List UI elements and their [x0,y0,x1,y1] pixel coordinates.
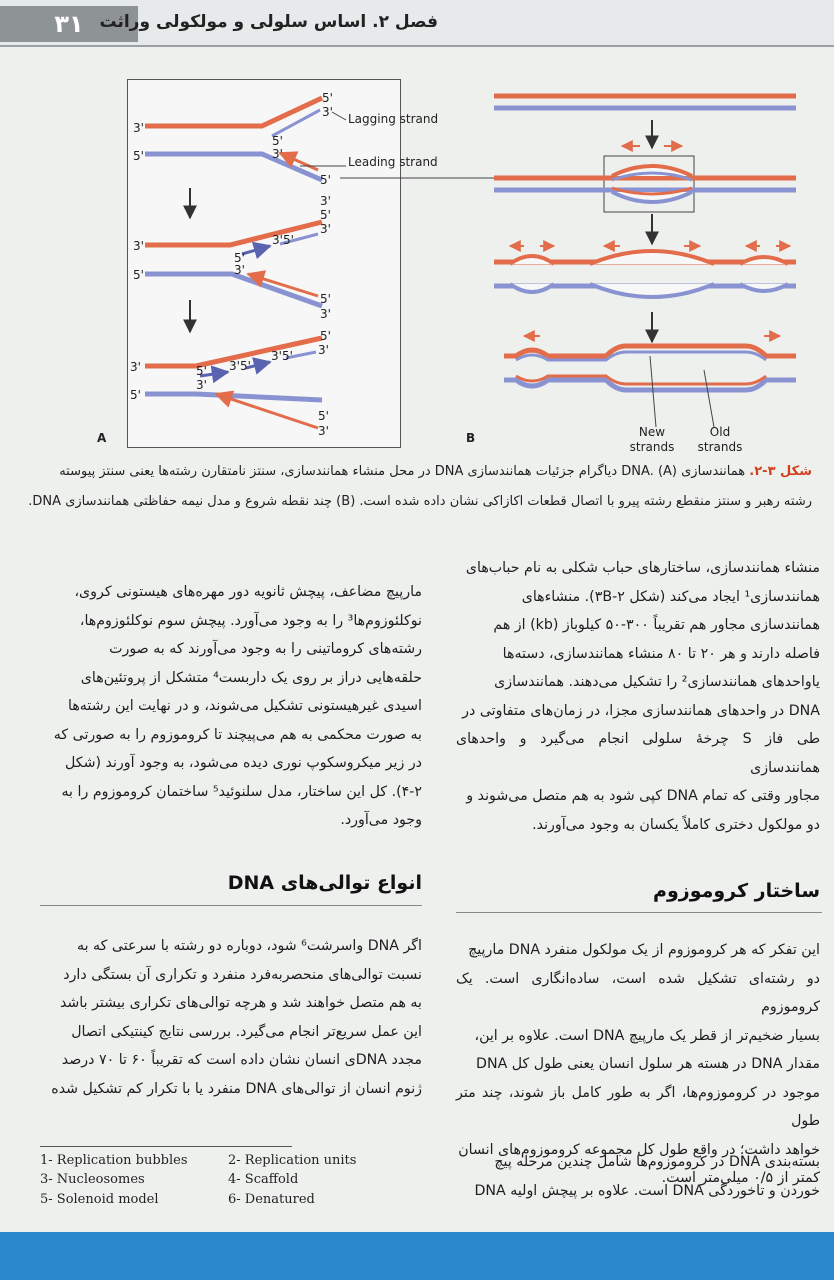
text-line: همانندسازی مجاور هم تقریباً ۳۰۰-۵۰ کیلوباز (kb) از هم [493,617,820,633]
a3-label: 5' [318,409,329,423]
a3-label: 3' [318,424,329,438]
panel-b [399,96,796,427]
leading-strand-label: Leading strand [348,155,438,169]
a3-label: 3' [130,360,141,374]
a2-label: 3' [320,222,331,236]
text-line: اگر DNA واسرشت⁶ شود، دوباره دو رشته با سرعتی که به [76,938,422,954]
a2-label: 3' [133,239,144,253]
panel-a-stage-1 [133,91,490,208]
lagging-strand-label: Lagging strand [348,112,439,126]
a1-end-bottom: 5' [133,149,144,163]
a2-label: 5' [133,268,144,282]
right-column-para-3 [456,1148,820,1205]
old-strands-caption: Old strands [697,425,743,454]
text-line: نوکلئوزوم‌ها³ را به وجود می‌آورد. پیچش سوم نوکلئوزوم‌ها، [79,612,422,629]
a2-label: 3' [320,307,331,321]
a2-label: 5' [320,208,331,222]
text-line: ۴-۲). کل این ساختار، مدل سلنوئید⁵ ساختمان کروموزوم را به [61,783,422,800]
text-line: مجدد DNAی انسان نشان داده است که تقریباً ۶۰ تا ۷۰ درصد [61,1052,422,1068]
footnote-3: 3- Nucleosomes [40,1172,145,1187]
right-column-para-1 [456,554,820,839]
text-line: خواهد داشت؛ در واقع طول کل مجموعه کروموزوم‌های انسان [458,1141,820,1158]
text-line: DNA در واحدهای همانندسازی مجزا، در زمان‌های متفاوتی در [462,702,820,719]
a3-label: 3' [271,349,282,363]
a2-label: 3' [234,263,245,277]
a1-label: 5' [320,173,331,187]
a2-label: 5' [320,292,331,306]
text-line: این عمل سریع‌تر انجام می‌گیرد. بررسی نتایج کینتیکی اتصال [71,1023,422,1040]
a1-label: 3' [322,105,333,119]
a3-label: 3' [318,343,329,357]
a2-label: 5' [283,233,294,247]
figure-caption [22,461,812,513]
footnote-rule [40,1146,292,1147]
text-line: خوردن و تاخوردگی DNA است. علاوه بر پیچش اولیه DNA [474,1182,820,1199]
text-line: فاصله دارند و هر ۲۰ تا ۸۰ منشاء همانندسازی، دسته‌ها [502,645,820,662]
caption-text-1: همانندسازی DNA. (A) دیاگرام جزئیات همانندسازی DNA در محل منشاء همانندسازی، سنتز نامتقارن رشته‌ها یعنی سنتز پیوسته [59,464,750,479]
heading-rule-right [456,912,822,913]
footnote-2: 2- Replication units [228,1153,357,1168]
a1-label: 5' [272,134,283,148]
page-header [0,0,834,46]
text-line: مقدار DNA در هسته هر سلول انسان یعنی طول کل DNA [476,1056,820,1072]
a3-label: 3' [196,378,207,392]
text-line: بسته‌بندی DNA در کروموزوم‌ها شامل چندین مرحله پیچ [494,1154,820,1170]
caption-lead: شکل ۳-۲. [749,464,812,479]
text-line: اسیدی غیرهیستونی تشکیل می‌شوند، و در نهایت این رشته‌ها [68,698,422,714]
section-heading-chromosome: ساختار کروموزوم [653,880,820,902]
text-line: به هم متصل خواهند شد و هرچه توالی‌های تکراری بیشتر باشد [59,995,422,1011]
caption-line-2: رشته رهبر و سنتز منقطع رشته پیرو با اتصال قطعات اکازاکی نشان داده شده است. (B) چند نقطه شروع و مدل نیمه حفاظتی همانندسازی DNA. [28,494,812,509]
text-line: نسبت توالی‌های منحصربه‌فرد منفرد و تکراری آن بستگی دارد [63,966,422,983]
text-line: وجود می‌آورد. [340,812,422,828]
text-line: به صورت محکمی به هم می‌پیچند تا کروموزوم را به صورتی که [53,726,422,743]
a3-label: 5' [320,329,331,343]
text-line: دو مولکول دختری کاملاً یکسان به وجود می‌آورند. [532,816,820,833]
chapter-title: فصل ۲. اساس سلولی و مولکولی وراثت [99,12,438,32]
text-line: این تفکر که هر کروموزوم از یک مولکول منفرد DNA مارپیچ [468,942,820,958]
text-line: طی فاز S چرخهٔ سلولی انجام می‌گیرد و واحدهای همانندسازی [456,731,820,776]
a3-label: 5' [282,349,293,363]
bottom-color-band [0,1232,834,1280]
a3-label: 5' [130,388,141,402]
a3-label: 5' [240,359,251,373]
page-number: ۳۱ [0,6,138,42]
a1-label: 5' [322,91,333,105]
a3-label: 5' [196,364,207,378]
text-line: یاواحدهای همانندسازی² را تشکیل می‌دهند. همانندسازی [494,674,820,690]
a1-label: 3' [272,147,283,161]
footnote-6: 6- Denatured [228,1192,315,1207]
section-heading-dna-sequences: انواع توالی‌های DNA [227,872,422,894]
a1-end-top: 3' [133,121,144,135]
left-column-para-1 [40,578,422,835]
text-line: موجود در کروموزوم‌ها، اگر به طور کامل باز شوند، چند متر طول [456,1084,820,1129]
footnote-5: 5- Solenoid model [40,1192,159,1207]
text-line: بسیار ضخیم‌تر از قطر یک مارپیچ DNA است. علاوه بر این، [474,1027,820,1044]
text-line: کمتر از ۰/۵ میلی‌متر است. [661,1170,820,1186]
footnote-4: 4- Scaffold [228,1172,299,1187]
text-line: مجاور وقتی که تمام DNA کپی شود به هم متصل می‌شوند و [466,788,820,804]
left-column-para-2 [40,932,422,1103]
text-line: مارپیچ مضاعف، پیچش ثانویه دور مهره‌های هیستونی کروی، [74,584,422,600]
text-line: در زیر میکروسکوپ نوری دیده می‌شود، به وجود آورند (شکل [65,755,422,771]
panel-a-label: A [97,431,107,445]
panel-b-label: B [466,431,476,445]
new-strands-caption: New strands [629,425,675,454]
text-line: ژنوم انسان از توالی‌های DNA منفرد یا با تکرار کم تشکیل شده [51,1080,422,1097]
heading-rule-left [40,905,422,906]
footnote-1: 1- Replication bubbles [40,1153,188,1168]
text-line: حلقه‌هایی دراز بر روی یک داربست⁴ متشکل از پروتئین‌های [80,669,422,686]
text-line: رشته‌های کروماتینی را به وجود می‌آورند که به صورت [109,641,422,657]
caption-line-1 [22,461,812,483]
panel-a-stage-3 [130,329,331,438]
a1-label: 3' [320,194,331,208]
text-line: دو رشته‌ای تشکیل شده است، ساده‌انگاری است. یک کروموزوم [456,970,820,1015]
header-rule [0,45,834,47]
a2-label: 5' [234,251,245,265]
replication-figure [0,50,834,470]
panel-a-stage-2 [133,208,331,321]
a2-label: 3' [272,233,283,247]
text-line: منشاء همانندسازی، ساختارهای حباب شکلی به نام حباب‌های [465,560,820,576]
a3-label: 3' [229,359,240,373]
text-line: همانندسازی¹ ایجاد می‌کند (شکل ۳B-۲). منشاءهای [521,588,820,605]
